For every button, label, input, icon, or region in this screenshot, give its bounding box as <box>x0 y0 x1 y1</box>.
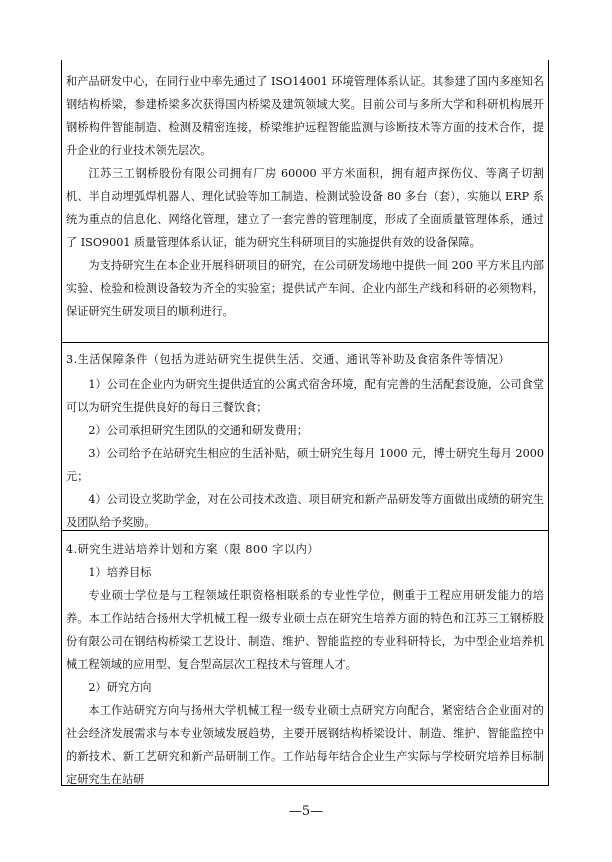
intro-paragraph-2: 江苏三工钢桥股份有限公司拥有厂房 60000 平方米面积，拥有超声探伤仪、等离子切割机、半自动埋弧焊机器人、理化试验等加工制造、检测试验设备 80 多台（套），实施以 ERP 系统为重点的信息化、网络化管理，建立了一套完善的管理制度，形成了全面质量管理体系，通过了 ISO9001 质量管理体系认证，能为研究生科研项目的实施提供有效的设备保障。 <box>66 167 544 249</box>
intro-paragraph-3: 为支持研究生在本企业开展科研项目的研究，在公司研发场地中提供一间 200 平方米且内部实验、检验和检测设备较为齐全的实验室；提供试产车间、企业内部生产线和科研的必须物料，保证研究生研发项目的顺利进行。 <box>66 259 544 318</box>
section-3-item: 2）公司承担研究生团队的交通和研发费用； <box>88 424 309 437</box>
section-3-body <box>66 373 544 534</box>
section-3-heading: 3.生活保障条件（包括为进站研究生提供生活、交通、通讯等补助及食宿条件等情况） <box>66 353 511 366</box>
section-4-subheading: 1）培养目标 <box>88 566 152 579</box>
section-4-body <box>66 561 544 791</box>
section-4-paragraph: 本工作站研究方向与扬州大学机械工程一级专业硕士点研究方向配合，紧密结合企业面对的社会经济发展需求与本专业领域发展趋势，主要开展钢结构桥梁设计、制造、维护、智能监控中的新技术、新工艺研究和新产品研制工作。工作站每年结合企业生产实际与学校研究培养目标制定研究生在站研 <box>66 704 544 786</box>
section-4-paragraph: 专业硕士学位是与工程领域任职资格相联系的专业性学位，侧重于工程应用研发能力的培养。本工作站结合扬州大学机械工程一级专业硕士点在研究生培养方面的特色和江苏三工钢桥股份有限公司在钢结构桥梁工艺设计、制造、维护、智能监控的专业科研特长，为中型企业培养机械工程领域的应用型、复合型高层次工程技术与管理人才。 <box>66 589 544 671</box>
page-number: —5— <box>288 804 324 819</box>
section-3-item: 3）公司给予在站研究生相应的生活补贴，硕士研究生每月 1000 元，博士研究生每月 2000 元； <box>66 447 544 483</box>
intro-block <box>66 70 544 323</box>
section-4-heading: 4.研究生进站培养计划和方案（限 800 字以内） <box>66 543 320 556</box>
section-4-subheading: 2）研究方向 <box>88 681 152 694</box>
intro-paragraph-1: 和产品研发中心，在同行业中率先通过了 ISO14001 环境管理体系认证。其参建了国内多座知名钢结构桥梁，参建桥梁多次获得国内桥梁及建筑领域大奖。目前公司与多所大学和科研机构展开钢桥构件智能制造、检测及精密连接，桥梁维护远程智能监测与诊断技术等方面的技术合作，提升企业的行业技术领先层次。 <box>66 75 544 157</box>
section-3-item: 4）公司设立奖助学金，对在公司技术改造、项目研究和新产品研发等方面做出成绩的研究生及团队给予奖励。 <box>66 493 544 529</box>
section-divider <box>61 342 549 343</box>
section-divider <box>61 530 549 531</box>
section-3-item: 1）公司在企业内为研究生提供适宜的公寓式宿舍环境，配有完善的生活配套设施，公司食堂可以为研究生提供良好的每日三餐饮食； <box>66 378 544 414</box>
